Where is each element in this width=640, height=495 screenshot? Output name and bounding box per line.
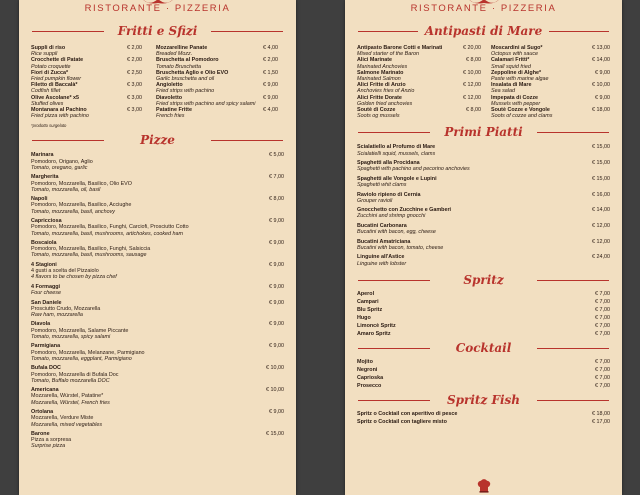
menu-item (31, 95, 142, 107)
menu-item-price: € 15,00 (266, 431, 284, 438)
menu-item-description: Tomato, mozzarella, oil, basil (31, 186, 101, 193)
menu-item-price: € 4,00 (263, 45, 278, 51)
menu-item-name: Blu Spritz (357, 306, 383, 313)
spritzfish-list (345, 411, 622, 425)
menu-item-description: Sea salad (491, 88, 515, 95)
menu-item-price: € 14,00 (592, 57, 610, 64)
menu-item-name: Bufala DOC (31, 365, 61, 372)
menu-item-name: Margherita (31, 174, 59, 181)
menu-item-ingredients: Pomodoro, Mozzarella di Bufala Doc (31, 371, 119, 378)
menu-item-price: € 7,00 (595, 366, 610, 373)
menu-item-description: Anchovies fries of Anzio (357, 88, 415, 95)
menu-item (31, 57, 142, 69)
cocktail-list (345, 359, 622, 389)
menu-item-price: € 10,00 (463, 69, 481, 76)
menu-item-price: € 8,00 (269, 196, 284, 203)
menu-item (357, 419, 610, 425)
menu-item-name: Spaghetti alle Vongole e Lupini (357, 175, 437, 182)
menu-item (491, 107, 610, 119)
menu-item-name: Boscaiola (31, 240, 57, 247)
menu-item-name: Soutè di Cozze (357, 107, 396, 114)
menu-item (156, 82, 278, 94)
menu-item-price: € 3,00 (127, 94, 142, 101)
menu-item-description: Tomato, mozzarella, basil, mushrooms, artichokes, cooked ham (31, 230, 184, 237)
menu-item-name: Napoli (31, 196, 48, 203)
menu-item-description: Tomato, mozzarella, basil, anchovy (31, 208, 115, 215)
menu-item-name: Impepata di Cozze (491, 94, 539, 101)
menu-item (357, 367, 610, 373)
menu-item-description: Potato croquette (31, 63, 71, 70)
menu-item-price: € 7,00 (595, 306, 610, 313)
menu-item-description: Spaghetti with pachino and pecorino anchovies (357, 166, 470, 173)
menu-item-price: € 17,00 (592, 419, 610, 426)
menu-item-ingredients: Pomodoro, Mozzarella, Basilico, Funghi, Salsiccia (31, 246, 151, 253)
menu-item-price: € 9,00 (263, 82, 278, 89)
menu-item-name: Bucatini Amatriciana (357, 238, 411, 245)
menu-item-description: Mozzarella, mixed vegetables (31, 421, 103, 428)
menu-item (357, 307, 610, 313)
menu-item-name: San Daniele (31, 299, 62, 306)
menu-item-price: € 5,00 (269, 152, 284, 159)
menu-item (491, 45, 610, 57)
menu-item-description: Marinated Anchovies (357, 63, 408, 70)
menu-item-price: € 1,50 (263, 69, 278, 76)
menu-item-description: French fries (156, 113, 185, 120)
menu-item (31, 409, 284, 428)
menu-item-name: Spaghetti alla Procidana (357, 160, 420, 167)
menu-item-name: Marinara (31, 152, 54, 159)
menu-item-description: Mixed starter of the Baron (357, 51, 420, 58)
menu-item (31, 343, 284, 362)
menu-item-price: € 15,00 (592, 160, 610, 167)
menu-item (31, 45, 142, 57)
menu-item-price: € 9,00 (269, 409, 284, 416)
menu-item-ingredients: Pomodoro, Mozzarella, Basilico, Funghi, Carciofi, Prosciutto Cotto (31, 224, 189, 231)
menu-item (31, 365, 284, 384)
menu-item (357, 254, 610, 266)
menu-item-name: Fiori di Zucca* (31, 69, 69, 76)
menu-item-name: Spritz o Cocktail con aperitivo di pesce (357, 411, 458, 418)
menu-item (357, 192, 610, 204)
antipasti-list (345, 45, 622, 119)
menu-item-name: Campari (357, 298, 379, 305)
menu-item (31, 262, 284, 281)
menu-item (357, 291, 610, 297)
menu-item-price: € 9,00 (269, 218, 284, 225)
menu-item-description: Surprise pizza (31, 443, 66, 450)
menu-item-price: € 15,00 (592, 144, 610, 151)
menu-item-ingredients: Pomodoro, Mozzarella, Salame Piccante (31, 327, 129, 334)
menu-item-price: € 9,00 (269, 299, 284, 306)
menu-item-price: € 13,00 (592, 45, 610, 51)
menu-item-description: Tomato Bruschetta (156, 63, 202, 70)
menu-item (357, 299, 610, 305)
brand-name: RISTORANTE · PIZZERIA (410, 3, 557, 14)
section-title-antipasti: Antipasti di Mare (345, 24, 622, 38)
menu-item-price: € 18,00 (592, 411, 610, 418)
menu-item-name: Insalata di Mare (491, 82, 532, 89)
menu-item (31, 387, 284, 406)
menu-item-price: € 7,00 (269, 174, 284, 181)
menu-item-name: Zeppoline di Alghe* (491, 69, 542, 76)
menu-item (491, 82, 610, 94)
header (345, 0, 622, 15)
menu-item-name: Montanara al Pachino (31, 107, 87, 114)
menu-item-price: € 9,00 (263, 94, 278, 101)
primi-list (345, 144, 622, 266)
menu-item (31, 196, 284, 215)
menu-item-description: Mussels with pepper (491, 100, 541, 107)
menu-item-name: Americana (31, 387, 59, 394)
menu-item-description: Codfish fillet (31, 88, 61, 95)
menu-item (31, 82, 142, 94)
section-title-cocktail: Cocktail (345, 341, 622, 355)
menu-item (357, 223, 610, 235)
menu-item-price: € 7,00 (595, 314, 610, 321)
menu-item (491, 95, 610, 107)
menu-item (31, 174, 284, 193)
menu-item-description: Garlic bruschetta and oil (156, 76, 215, 83)
menu-item-ingredients: Pomodoro, Mozzarella, Basilico, Olio EVO (31, 180, 132, 187)
menu-item (156, 45, 278, 57)
pizze-list (19, 152, 296, 449)
menu-item-price: € 7,00 (595, 330, 610, 337)
fritti-list (19, 45, 296, 119)
menu-item-price: € 8,00 (466, 57, 481, 64)
menu-item-name: Prosecco (357, 382, 382, 389)
menu-item-name: Bruschetta al Pomodoro (156, 57, 219, 64)
menu-item-description: Small squid fried (491, 63, 531, 70)
menu-item (357, 160, 610, 172)
menu-item-price: € 24,00 (592, 254, 610, 261)
menu-item-description: Grouper ravioli (357, 197, 393, 204)
menu-item-name: Negroni (357, 366, 378, 373)
menu-item (357, 411, 610, 417)
menu-item-price: € 8,00 (466, 107, 481, 114)
menu-item-description: 4 flavors to be chosen by pizza chef (31, 274, 117, 281)
menu-item (357, 82, 481, 94)
menu-item-price: € 12,00 (463, 82, 481, 89)
menu-item-description: Tomato, Buffalo mozzarella DOC (31, 377, 110, 384)
menu-item-description: Octopus with sauce (491, 51, 539, 58)
menu-item (31, 107, 142, 119)
menu-item-name: Linguine all'Astice (357, 254, 405, 261)
menu-item (156, 95, 278, 107)
menu-item-price: € 7,00 (595, 322, 610, 329)
menu-item-description: Marinated Salmon (357, 76, 401, 83)
menu-item-price: € 10,00 (266, 387, 284, 394)
menu-item-price: € 12,00 (463, 94, 481, 101)
menu-item-price: € 9,00 (595, 69, 610, 76)
menu-item-price: € 7,00 (595, 290, 610, 297)
menu-item-description: Tomato, mozzarella, basil, mushrooms, sausage (31, 252, 147, 259)
menu-item (357, 57, 481, 69)
menu-item-description: Scialatielli squid, mussels, clams (357, 150, 436, 157)
menu-item-name: Scialatiello al Profumo di Mare (357, 144, 436, 151)
menu-item-name: Soutè Cozze e Vongole (491, 107, 550, 114)
menu-item-name: Angioletto (156, 82, 183, 89)
menu-item-name: Caprioska (357, 374, 384, 381)
menu-item-description: Paste with marine algae (491, 76, 549, 83)
menu-item (357, 375, 610, 381)
menu-item-description: Bucatini with bacon, tomato, cheese (357, 244, 444, 251)
menu-item-name: Parmigiana (31, 343, 61, 350)
menu-item (357, 45, 481, 57)
menu-item (357, 315, 610, 321)
menu-item (357, 323, 610, 329)
menu-item-name: Olive Ascolane* x5 (31, 94, 80, 101)
menu-item-price: € 15,00 (592, 175, 610, 182)
menu-item-price: € 9,00 (595, 94, 610, 101)
menu-item (357, 331, 610, 337)
section-title-primi: Primi Piatti (345, 125, 622, 139)
menu-item-price: € 2,00 (127, 57, 142, 64)
menu-item-description: Bucatini with bacon, egg, cheese (357, 229, 436, 236)
menu-item-name: 4 Formaggi (31, 283, 61, 290)
menu-item-price: € 3,00 (127, 107, 142, 114)
menu-item-price: € 2,50 (127, 69, 142, 76)
menu-item-name: 4 Stagioni (31, 261, 57, 268)
menu-item-price: € 20,00 (463, 45, 481, 51)
menu-item-description: Linguine with lobster (357, 260, 407, 267)
menu-item-price: € 7,00 (595, 298, 610, 305)
menu-item (357, 144, 610, 156)
menu-item (357, 383, 610, 389)
menu-item-ingredients: Pomodoro, Mozzarella, Melanzane, Parmigiano (31, 349, 145, 356)
menu-item-price: € 3,00 (127, 82, 142, 89)
menu-item-price: € 9,00 (269, 343, 284, 350)
menu-item-ingredients: Pizza a sorpresa (31, 437, 72, 444)
menu-item-name: Bruschetta Aglio e Olio EVO (156, 69, 229, 76)
menu-item-name: Bucatini Carbonara (357, 222, 407, 229)
menu-item (357, 207, 610, 219)
menu-item-name: Calamari Fritti* (491, 57, 530, 64)
menu-item-description: Mozzarella, Würstel, French fries (31, 399, 110, 406)
menu-item-price: € 9,00 (269, 321, 284, 328)
menu-item-name: Mojito (357, 358, 373, 365)
menu-item (31, 321, 284, 340)
menu-item-description: Spaghetti whit clams (357, 182, 407, 189)
section-title-spritzfish: Spritz Fish (345, 393, 622, 407)
section-title-spritz: Spritz (345, 273, 622, 287)
menu-item-description: Tomato, oregano, garlic (31, 164, 88, 171)
menu-item-description: Rice suppli (31, 51, 58, 58)
menu-item-name: Patatine Fritte (156, 107, 192, 114)
menu-item-name: Antipasto Barone Cotti e Marinati (357, 45, 443, 51)
menu-page-left (19, 0, 296, 495)
menu-page-right (345, 0, 622, 495)
menu-item-name: Moscardini al Sugo* (491, 45, 543, 51)
spritz-list (345, 291, 622, 337)
menu-item-price: € 7,00 (595, 382, 610, 389)
menu-item-price: € 10,00 (266, 365, 284, 372)
menu-item-name: Alici Fritte di Anzio (357, 82, 406, 89)
menu-item-ingredients: Prosciutto Crudo, Mozzarella (31, 305, 101, 312)
menu-item-price: € 18,00 (592, 107, 610, 114)
menu-item (156, 57, 278, 69)
menu-item (31, 240, 284, 259)
menu-item-price: € 2,00 (263, 57, 278, 64)
menu-item-description: Fried strips with pachino and spicy salami (156, 100, 256, 107)
menu-item-description: Raw ham, mozzarella (31, 311, 83, 318)
menu-item-description: Tomato, mozzarella, eggplant, Parmigiano (31, 355, 132, 362)
menu-item-description: Soots of cozze and clams (491, 113, 553, 120)
menu-item-price: € 4,00 (263, 107, 278, 114)
menu-item-name: Suppli di riso (31, 45, 66, 51)
menu-item-price: € 14,00 (592, 207, 610, 214)
menu-item (156, 70, 278, 82)
section-title-pizze: Pizze (19, 133, 296, 147)
menu-item-ingredients: 4 gusti a scelta del Pizzaiolo (31, 268, 99, 275)
menu-item-price: € 9,00 (269, 261, 284, 268)
menu-item (357, 359, 610, 365)
fritti-note: *prodotto surgelato (31, 123, 67, 129)
menu-item (31, 431, 284, 450)
menu-item-name: Alici Fritte Dorate (357, 94, 402, 101)
menu-item (357, 239, 610, 251)
menu-item-price: € 9,00 (269, 240, 284, 247)
menu-item-description: Zucchini and shrimp gnocchi (357, 213, 426, 220)
menu-item-name: Filetto di Baccalà* (31, 82, 78, 89)
menu-item-name: Hugo (357, 314, 371, 321)
menu-item-name: Diavoletto (156, 94, 183, 101)
menu-item-price: € 12,00 (592, 222, 610, 229)
menu-item-description: Breaded Mozz. (156, 51, 193, 58)
menu-item-name: Ortolana (31, 409, 54, 416)
menu-item-description: Soots og mussels (357, 113, 400, 120)
menu-item-ingredients: Pomodoro, Origano, Aglio (31, 158, 93, 165)
menu-item (31, 70, 142, 82)
chef-hat-logo-icon (476, 479, 492, 493)
menu-item (357, 176, 610, 188)
menu-item-name: Barone (31, 431, 50, 438)
menu-item-price: € 10,00 (592, 82, 610, 89)
menu-item-name: Capricciosa (31, 218, 62, 225)
menu-item-description: Fried pizza with pachino (31, 113, 89, 120)
menu-item-description: Tomato, mozzarella, spicy salami (31, 333, 111, 340)
brand-name: RISTORANTE · PIZZERIA (84, 3, 231, 14)
menu-item-description: Four cheese (31, 290, 61, 297)
menu-item (357, 95, 481, 107)
menu-item (491, 70, 610, 82)
menu-item-name: Raviolo ripieno di Cernia (357, 191, 421, 198)
menu-item (357, 70, 481, 82)
menu-item-ingredients: Mozzarella, Verdure Miste (31, 415, 94, 422)
menu-item-name: Alici Marinate (357, 57, 393, 64)
menu-item-name: Aperol (357, 290, 375, 297)
menu-item (357, 107, 481, 119)
menu-item (491, 57, 610, 69)
menu-item-description: Golden fried anchovies (357, 100, 413, 107)
menu-item-price: € 2,00 (127, 45, 142, 51)
menu-item-description: Fried pumpkin flower (31, 76, 82, 83)
menu-item-name: Crocchette di Patate (31, 57, 84, 64)
menu-item-name: Gnocchetto con Zucchine e Gamberi (357, 207, 452, 214)
menu-item-price: € 16,00 (592, 191, 610, 198)
menu-item (31, 300, 284, 319)
section-title-fritti: Fritti e Sfizi (19, 24, 296, 38)
menu-item-description: Fried strips with pachino (156, 88, 215, 95)
menu-item-name: Salmone Marinato (357, 69, 404, 76)
menu-item-ingredients: Pomodoro, Mozzarella, Basilico, Acciughe (31, 202, 132, 209)
menu-item-price: € 12,00 (592, 238, 610, 245)
menu-item (31, 152, 284, 171)
menu-item-price: € 7,00 (595, 358, 610, 365)
menu-item-name: Spritz o Cocktail con tagliere misto (357, 419, 447, 426)
menu-item-price: € 9,00 (269, 283, 284, 290)
menu-item-ingredients: Mozzarella, Würstel, Patatine* (31, 393, 104, 400)
menu-item-description: Stuffed olives (31, 100, 64, 107)
menu-item-name: Limoncè Spritz (357, 322, 396, 329)
header (19, 0, 296, 15)
menu-item (31, 284, 284, 296)
menu-item (31, 218, 284, 237)
menu-item-name: Diavola (31, 321, 51, 328)
menu-item-name: Amaro Spritz (357, 330, 391, 337)
menu-item-name: Mozzarelline Panate (156, 45, 208, 51)
menu-item-price: € 7,00 (595, 374, 610, 381)
menu-item (156, 107, 278, 119)
